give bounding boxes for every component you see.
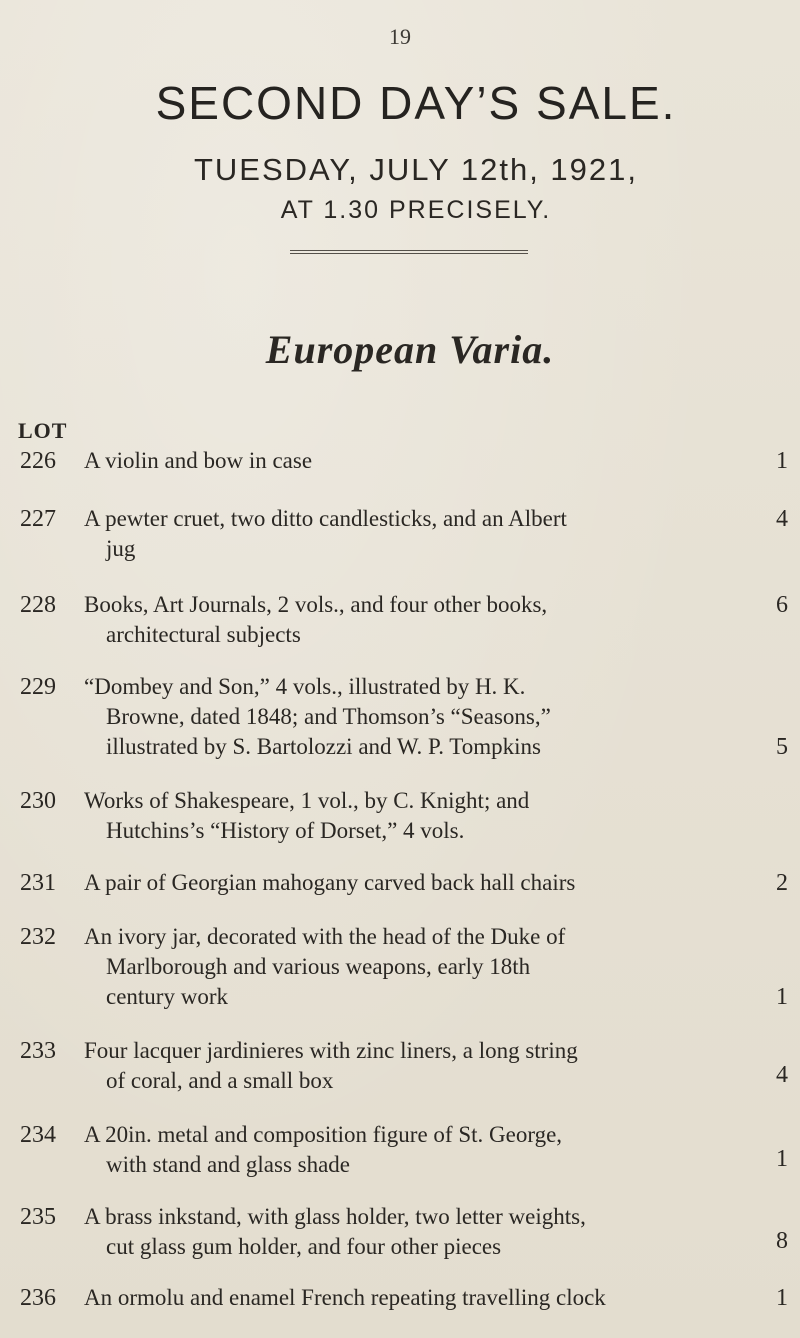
lot-description-line: A brass inkstand, with glass holder, two letter weights, (84, 1204, 586, 1229)
lot-quantity: 4 (776, 506, 788, 532)
lot-description (84, 590, 774, 650)
double-rule-divider (290, 250, 528, 254)
lot-description-line: Browne, dated 1848; and Thomson’s “Seasons,” (106, 704, 551, 729)
lot-number: 232 (20, 924, 56, 950)
lot-quantity: 1 (776, 448, 788, 474)
lot-description-line: of coral, and a small box (106, 1068, 334, 1093)
lot-quantity: 1 (776, 984, 788, 1010)
sale-time: AT 1.30 PRECISELY. (280, 196, 552, 224)
lot-quantity: 5 (776, 734, 788, 760)
lot-description-line: architectural subjects (106, 622, 301, 647)
lot-description-line: Hutchins’s “History of Dorset,” 4 vols. (106, 818, 465, 843)
lot-description-line: jug (106, 536, 136, 561)
lot-description-line: “Dombey and Son,” 4 vols., illustrated by H. K. (84, 674, 526, 699)
lot-description-line: cut glass gum holder, and four other pieces (106, 1234, 502, 1259)
lot-description (84, 1120, 774, 1180)
lot-number: 229 (20, 674, 56, 700)
lot-description-line: An ormolu and enamel French repeating travelling clock (84, 1285, 606, 1310)
lot-description-line: Marlborough and various weapons, early 18th (106, 954, 531, 979)
lot-description (84, 922, 774, 1012)
page-number: 19 (389, 24, 411, 49)
lot-description-line: A pewter cruet, two ditto candlesticks, and an Albert (84, 506, 567, 531)
lot-description (84, 1283, 774, 1313)
lot-number: 231 (20, 870, 56, 896)
lot-number: 234 (20, 1122, 56, 1148)
lot-description-line: Works of Shakespeare, 1 vol., by C. Knight; and (84, 788, 530, 813)
lot-number: 227 (20, 506, 56, 532)
lot-description-line: illustrated by S. Bartolozzi and W. P. Tompkins (106, 734, 541, 759)
lot-quantity: 8 (776, 1228, 788, 1254)
sale-title: SECOND DAY’S SALE. (155, 77, 677, 129)
lot-quantity: 1 (776, 1285, 788, 1311)
lot-description-line: Books, Art Journals, 2 vols., and four other books, (84, 592, 548, 617)
lot-number: 236 (20, 1285, 56, 1311)
lot-column-header: LOT (18, 418, 68, 443)
lot-description-line: A violin and bow in case (84, 448, 313, 473)
lot-number: 235 (20, 1204, 56, 1230)
section-title: European Varia. (265, 327, 555, 372)
lot-description (84, 786, 774, 846)
lot-quantity: 1 (776, 1146, 788, 1172)
lot-description (84, 672, 774, 762)
lot-description (84, 1036, 774, 1096)
lot-description-line: century work (106, 984, 228, 1009)
lot-description (84, 504, 774, 564)
lot-number: 230 (20, 788, 56, 814)
lot-description (84, 446, 774, 476)
lot-number: 233 (20, 1038, 56, 1064)
lot-description-line: with stand and glass shade (106, 1152, 351, 1177)
lot-description-line: An ivory jar, decorated with the head of the Duke of (84, 924, 566, 949)
lot-description-line: A pair of Georgian mahogany carved back hall chairs (84, 870, 576, 895)
lot-description (84, 1202, 774, 1262)
lot-number: 228 (20, 592, 56, 618)
lot-number: 226 (20, 448, 56, 474)
lot-description-line: A 20in. metal and composition figure of St. George, (84, 1122, 563, 1147)
sale-date: TUESDAY, JULY 12th, 1921, (193, 152, 639, 187)
lot-quantity: 2 (776, 870, 788, 896)
lot-quantity: 4 (776, 1062, 788, 1088)
lot-description-line: Four lacquer jardinieres with zinc liners, a long string (84, 1038, 578, 1063)
lot-description (84, 868, 774, 898)
lot-quantity: 6 (776, 592, 788, 618)
